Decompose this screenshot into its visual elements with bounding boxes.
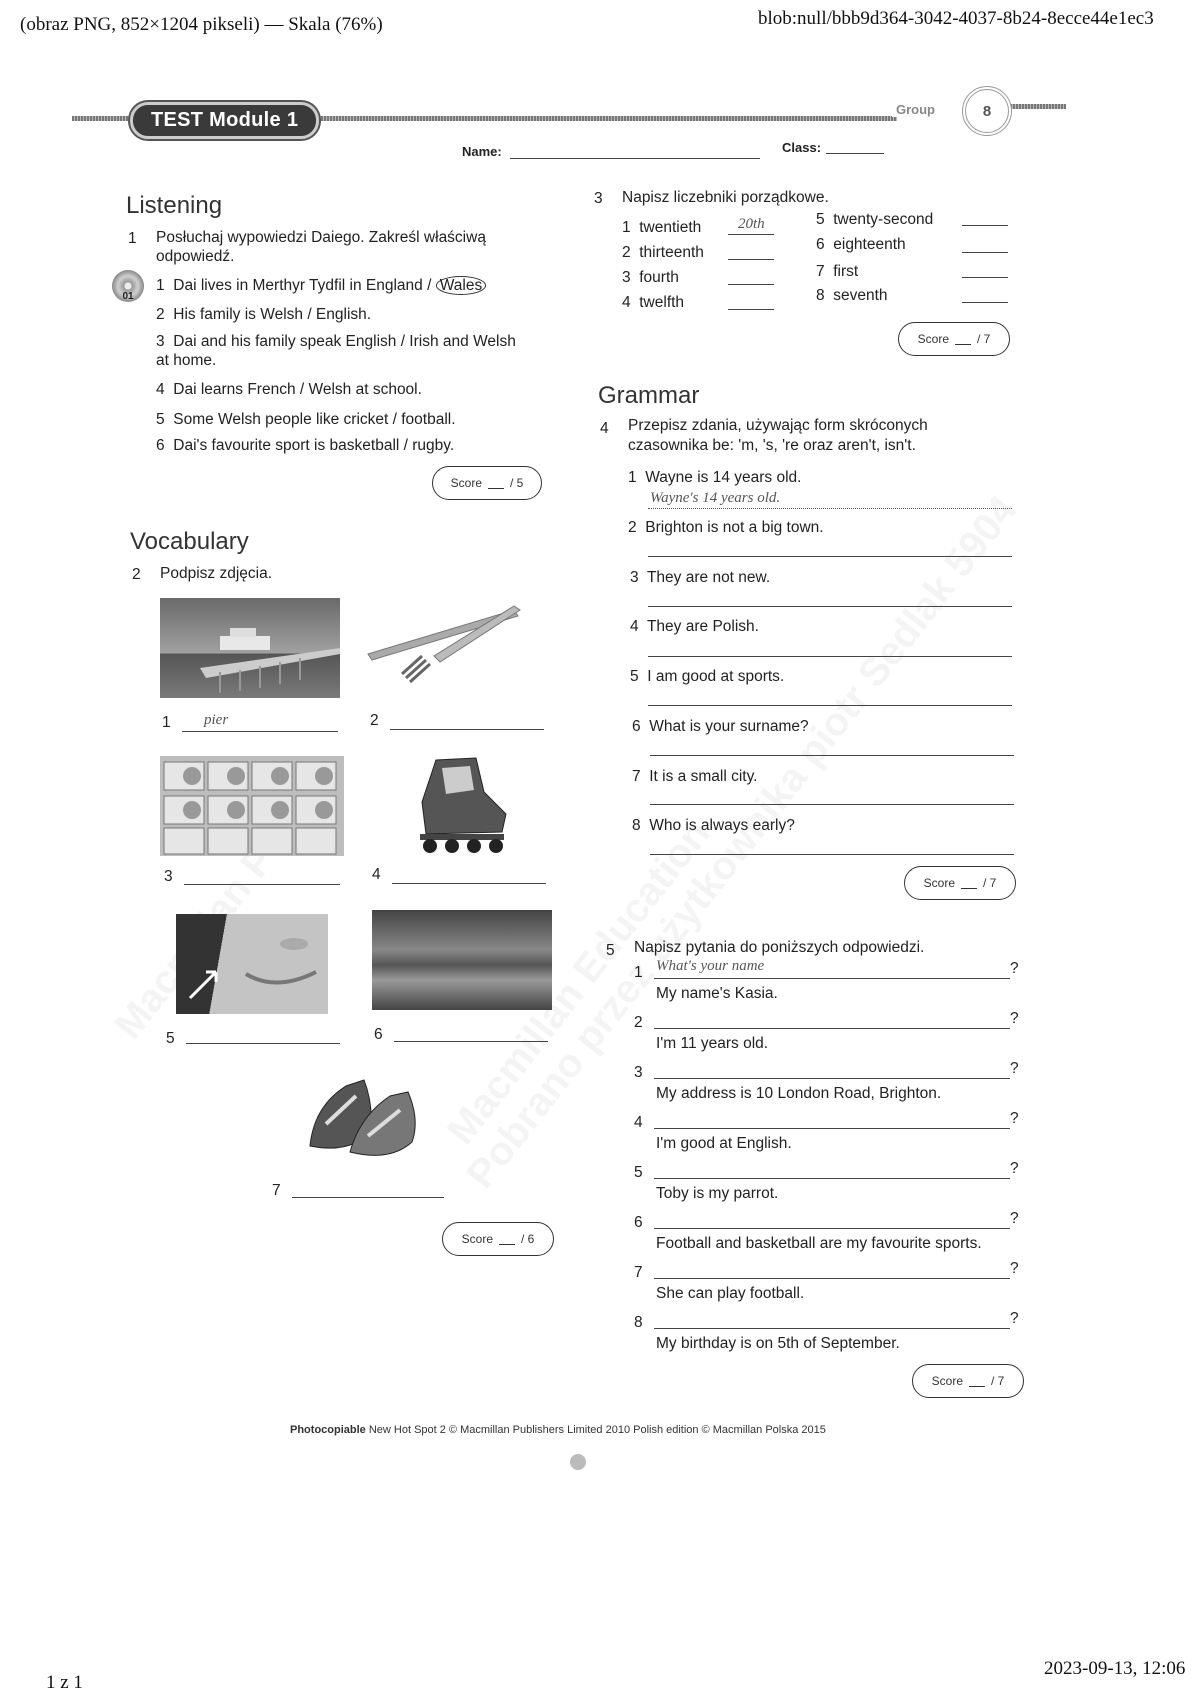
item-text: What is your surname?: [649, 718, 809, 735]
item-number: 2: [634, 1014, 643, 1031]
item-word: first: [833, 263, 859, 280]
item-number: 4: [156, 381, 165, 398]
item-number: 5: [156, 411, 165, 428]
cd-icon: [112, 270, 144, 302]
ordinal-item: [622, 243, 704, 262]
pier-photo: [160, 598, 340, 698]
question-field[interactable]: [654, 1078, 1010, 1079]
list-item: [156, 436, 454, 455]
item-word: eighteenth: [833, 236, 906, 253]
chin-photo: [176, 914, 328, 1014]
item-word: fourth: [639, 269, 679, 286]
group-label: Group: [892, 102, 939, 117]
score-total: / 6: [521, 1232, 535, 1246]
question-mark: ?: [1010, 1310, 1019, 1327]
label-field[interactable]: [392, 883, 546, 884]
given-answer: She can play football.: [656, 1285, 805, 1302]
class-label: Class:: [782, 140, 822, 155]
item-number: 3: [634, 1064, 643, 1081]
question-field[interactable]: [654, 1328, 1010, 1329]
name-field[interactable]: [510, 158, 760, 159]
item-text: Dai and his family speak English / Irish and Welsh at home.: [156, 333, 516, 370]
item-number: 8: [634, 1314, 643, 1331]
grammar-item: [628, 518, 824, 537]
item-number: 3: [156, 333, 165, 350]
item-text: Brighton is not a big town.: [645, 519, 824, 536]
item-word: seventh: [833, 287, 888, 304]
given-answer: Football and basketball are my favourite sports.: [656, 1235, 982, 1252]
banner-line-right: [1010, 104, 1066, 109]
score-label: Score: [450, 476, 482, 490]
score-box: [442, 1222, 554, 1256]
question-mark: ?: [1010, 1210, 1019, 1227]
item-number: 8: [632, 817, 641, 834]
item-number: 6: [816, 236, 825, 253]
item-number: 1: [156, 277, 165, 294]
item-number: 6: [156, 437, 165, 454]
cd-track: 01: [122, 291, 134, 302]
browser-title: (obraz PNG, 852×1204 pikseli) — Skala (76%): [20, 14, 383, 35]
answer-line[interactable]: [648, 508, 1012, 509]
fork-photo: [364, 596, 524, 686]
sea-photo: [372, 910, 552, 1010]
list-item: [156, 276, 486, 295]
task-number: 2: [132, 566, 141, 583]
ordinal-field[interactable]: [962, 302, 1008, 303]
item-number: 6: [634, 1214, 643, 1231]
ordinal-item: [622, 293, 684, 312]
score-label: Score: [923, 876, 955, 890]
label-field[interactable]: [390, 729, 544, 730]
question-field[interactable]: [654, 1278, 1010, 1279]
score-box: [912, 1364, 1024, 1398]
grammar-instruction: Przepisz zdania, używając form skróconych: [628, 417, 928, 434]
given-answer: My name's Kasia.: [656, 985, 778, 1002]
question-mark: ?: [1010, 1060, 1019, 1077]
print-datetime: 2023-09-13, 12:06: [1044, 1658, 1186, 1679]
label-number: 2: [370, 712, 379, 729]
given-answer: My birthday is on 5th of September.: [656, 1335, 900, 1352]
score-total: / 7: [977, 332, 991, 346]
item-text: Some Welsh people like cricket / football.: [173, 411, 456, 428]
ordinal-field[interactable]: [728, 284, 774, 285]
page-dot: [570, 1454, 586, 1470]
ordinal-field[interactable]: [962, 225, 1008, 226]
question-mark: ?: [1010, 1260, 1019, 1277]
question-answer: What's your name: [656, 958, 765, 974]
vocabulary-heading: Vocabulary: [130, 528, 249, 555]
item-text: Who is always early?: [649, 817, 795, 834]
ordinal-field[interactable]: [728, 309, 774, 310]
label-field[interactable]: [394, 1041, 548, 1042]
task-number: 4: [600, 420, 609, 437]
list-item: [156, 305, 371, 324]
label-number: 3: [164, 868, 173, 885]
ordinal-item: [816, 235, 906, 254]
ordinal-item: [816, 262, 858, 281]
item-word: thirteenth: [639, 244, 704, 261]
label-field[interactable]: [182, 731, 338, 732]
page-count: 1 z 1: [46, 1672, 83, 1693]
ordinal-item: [816, 286, 888, 305]
given-answer: My address is 10 London Road, Brighton.: [656, 1085, 942, 1102]
rollerblade-photo: [406, 752, 516, 854]
browser-url: blob:null/bbb9d364-3042-4037-8b24-8ecce44e1ec3: [758, 8, 1154, 29]
ordinal-field[interactable]: [962, 277, 1008, 278]
item-text: I am good at sports.: [647, 668, 785, 685]
item-number: 5: [816, 211, 825, 228]
grammar-item: [628, 468, 801, 487]
label-number: 4: [372, 866, 381, 883]
grammar-item: [632, 767, 757, 786]
item-number: 7: [632, 768, 641, 785]
item-number: 8: [816, 287, 825, 304]
ordinal-field[interactable]: [728, 259, 774, 260]
label-field[interactable]: [184, 884, 340, 885]
score-label: Score: [461, 1232, 493, 1246]
answer-line[interactable]: [650, 854, 1014, 855]
question-field[interactable]: [654, 1128, 1010, 1129]
item-number: 4: [622, 294, 631, 311]
task-number: 5: [606, 942, 615, 959]
grammar-heading: Grammar: [598, 382, 700, 409]
given-answer: Toby is my parrot.: [656, 1185, 779, 1202]
grammar-item: [630, 568, 770, 587]
question-field[interactable]: [654, 1228, 1010, 1229]
item-number: 2: [628, 519, 637, 536]
answer-line[interactable]: [648, 656, 1012, 657]
answer-line[interactable]: [648, 606, 1012, 607]
group-number: 8: [962, 86, 1012, 136]
grammar-item: [632, 816, 795, 835]
footer-text: New Hot Spot 2 © Macmillan Publishers Limited 2010 Polish edition © Macmillan Polska 2015: [365, 1424, 826, 1436]
questions-instruction: Napisz pytania do poniższych odpowiedzi.: [634, 939, 925, 956]
ordinal-item: [622, 218, 701, 237]
question-mark: ?: [1010, 1110, 1019, 1127]
score-total: / 5: [510, 476, 524, 490]
score-total: / 7: [991, 1374, 1005, 1388]
ordinal-item: [816, 210, 933, 229]
test-title: TEST Module 1: [130, 102, 319, 139]
name-label: Name:: [462, 144, 502, 159]
item-number: 7: [816, 263, 825, 280]
label-answer: pier: [204, 712, 229, 728]
answer-line[interactable]: [650, 804, 1014, 805]
item-text: Dai lives in Merthyr Tydfil in England /: [173, 277, 432, 294]
answer-line[interactable]: [648, 556, 1012, 557]
answer-line[interactable]: [650, 755, 1014, 756]
item-number: 4: [630, 618, 639, 635]
label-field[interactable]: [292, 1197, 444, 1198]
item-text: They are Polish.: [646, 618, 759, 635]
item-number: 6: [632, 718, 641, 735]
label-number: 5: [166, 1030, 175, 1047]
item-text: They are not new.: [646, 569, 771, 586]
ordinal-field[interactable]: [962, 252, 1008, 253]
item-number: 4: [634, 1114, 643, 1131]
answer-line[interactable]: [648, 705, 1012, 706]
vocabulary-instruction: Podpisz zdjęcia.: [160, 565, 273, 582]
circled-answer: Wales: [436, 276, 487, 295]
score-label: Score: [931, 1374, 963, 1388]
item-number: 1: [628, 469, 637, 486]
question-mark: ?: [1010, 1010, 1019, 1027]
ordinal-answer: 20th: [738, 216, 765, 232]
ordinal-field[interactable]: [728, 234, 774, 235]
task-number: 3: [594, 190, 603, 207]
question-mark: ?: [1010, 960, 1019, 977]
item-word: twenty-second: [833, 211, 934, 228]
listening-heading: Listening: [126, 192, 223, 219]
item-number: 2: [156, 306, 165, 323]
item-number: 7: [634, 1264, 643, 1281]
item-number: 1: [622, 219, 631, 236]
item-word: twentieth: [639, 219, 702, 236]
item-number: 3: [622, 269, 631, 286]
grammar-answer: Wayne's 14 years old.: [650, 490, 781, 506]
item-number: 3: [630, 569, 639, 586]
label-number: 6: [374, 1026, 383, 1043]
given-answer: I'm 11 years old.: [656, 1035, 769, 1052]
score-box: [898, 322, 1010, 356]
class-field[interactable]: [826, 153, 884, 154]
score-box: [432, 466, 542, 500]
grammar-item: [632, 717, 809, 736]
footer-bold: Photocopiable: [290, 1424, 366, 1436]
copyright-footer: [290, 1424, 826, 1436]
score-box: [904, 866, 1016, 900]
label-number: 1: [162, 714, 171, 731]
grammar-item: [630, 667, 784, 686]
score-total: / 7: [983, 876, 997, 890]
task-number: 1: [128, 230, 137, 247]
item-text: Dai learns French / Welsh at school.: [173, 381, 422, 398]
item-number: 1: [634, 964, 643, 981]
item-text: It is a small city.: [649, 768, 758, 785]
list-item: [156, 410, 456, 429]
given-answer: I'm good at English.: [656, 1135, 792, 1152]
question-field[interactable]: [654, 978, 1010, 979]
list-item: [156, 332, 516, 371]
item-text: His family is Welsh / English.: [173, 306, 372, 323]
item-word: twelfth: [639, 294, 685, 311]
item-number: 5: [630, 668, 639, 685]
ordinal-item: [622, 268, 679, 287]
grammar-instruction: czasownika be: 'm, 's, 're oraz aren't, isn't.: [628, 437, 916, 454]
grammar-item: [630, 617, 759, 636]
label-number: 7: [272, 1182, 281, 1199]
item-text: Dai's favourite sport is basketball / rugby.: [173, 437, 455, 454]
question-field[interactable]: [654, 1178, 1010, 1179]
item-number: 5: [634, 1164, 643, 1181]
item-text: Wayne is 14 years old.: [645, 469, 802, 486]
item-number: 2: [622, 244, 631, 261]
trainers-photo: [300, 1066, 424, 1162]
list-item: [156, 380, 422, 399]
question-mark: ?: [1010, 1160, 1019, 1177]
ordinals-instruction: Napisz liczebniki porządkowe.: [622, 189, 829, 206]
air-conditioners-photo: [160, 756, 344, 856]
label-field[interactable]: [186, 1043, 340, 1044]
score-label: Score: [917, 332, 949, 346]
listening-instruction: Posłuchaj wypowiedzi Daiego. Zakreśl właściwą odpowiedź.: [156, 229, 486, 266]
question-field[interactable]: [654, 1028, 1010, 1029]
